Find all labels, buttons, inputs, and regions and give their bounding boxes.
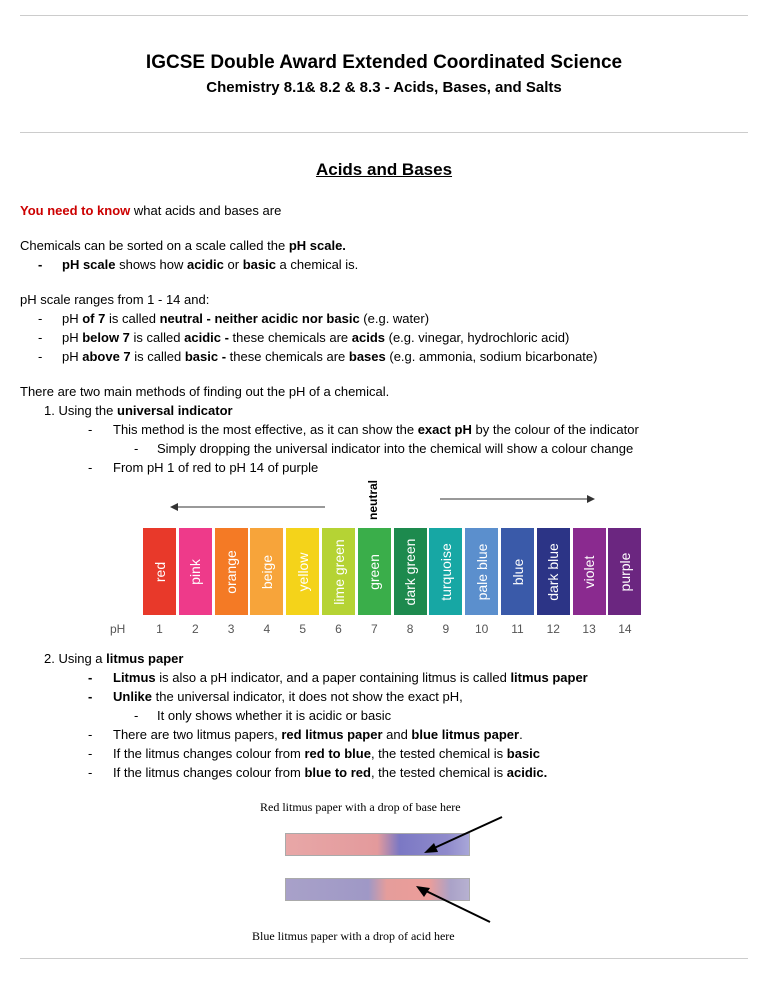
- ph-axis-label: pH: [110, 622, 126, 636]
- ph-number: 4: [263, 622, 271, 636]
- ph-number: 8: [406, 622, 414, 636]
- method-2-point-3: There are two litmus papers, red litmus paper and blue litmus paper.: [113, 727, 523, 742]
- ph-segment-10: [465, 528, 498, 615]
- ph-segment-label: lime green: [330, 538, 347, 605]
- page-title: IGCSE Double Award Extended Coordinated Science: [145, 52, 623, 73]
- ph-segment-4: [250, 528, 283, 615]
- ph-segment-11: [501, 528, 534, 615]
- ph-segment-label: red: [151, 561, 168, 582]
- ph-segment-label: dark blue: [545, 542, 562, 601]
- arrow-left-icon: [170, 500, 330, 514]
- ph-segment-label: purple: [616, 552, 633, 591]
- ph-number: 7: [370, 622, 378, 636]
- litmus-figure: [250, 797, 520, 945]
- method-1-point-2: From pH 1 of red to pH 14 of purple: [113, 460, 319, 475]
- paragraph-range: pH scale ranges from 1 - 14 and:: [20, 292, 210, 307]
- arrow-to-blue-strip-icon: [410, 884, 500, 929]
- page-subtitle: Chemistry 8.1& 8.2 & 8.3 - Acids, Bases, and Salts: [206, 79, 562, 96]
- method-2-point-2: Unlike the universal indicator, it does not show the exact pH,: [113, 689, 463, 704]
- ph-segment-label: yellow: [294, 552, 311, 591]
- ph-segment-7: [358, 528, 391, 615]
- ph-number: 14: [618, 622, 632, 636]
- ph-number: 3: [227, 622, 235, 636]
- method-2-point-5: If the litmus changes colour from blue to red, the tested chemical is acidic.: [113, 765, 548, 780]
- ph-number: 12: [546, 622, 560, 636]
- range-acidic: pH below 7 is called acidic - these chemicals are acids (e.g. vinegar, hydrochloric acid): [62, 330, 570, 345]
- method-1: 1. Using the universal indicator: [44, 403, 233, 418]
- ph-number: 5: [299, 622, 307, 636]
- section-heading: Acids and Bases: [315, 160, 453, 179]
- method-2-point-1: Litmus is also a pH indicator, and a paper containing litmus is called litmus paper: [113, 670, 588, 685]
- range-neutral: pH of 7 is called neutral - neither acidic nor basic (e.g. water): [62, 311, 430, 326]
- ph-number: 1: [156, 622, 163, 636]
- ph-segment-9: [429, 528, 462, 615]
- ph-segment-3: [215, 528, 248, 615]
- paragraph-methods: There are two main methods of finding out the pH of a chemical.: [20, 384, 390, 399]
- ph-segment-label: dark green: [402, 538, 419, 605]
- ph-segment-5: [286, 528, 319, 615]
- ph-number: 10: [475, 622, 489, 636]
- ph-segment-label: pink: [187, 558, 204, 585]
- method-2: 2. Using a litmus paper: [44, 651, 184, 666]
- method-1-subpoint: Simply dropping the universal indicator into the chemical will show a colour change: [157, 441, 634, 456]
- ph-segment-label: violet: [581, 555, 598, 588]
- ph-segment-label: turquoise: [437, 542, 454, 601]
- method-2-point-4: If the litmus changes colour from red to blue, the tested chemical is basic: [113, 746, 541, 761]
- ph-segment-6: [322, 528, 355, 615]
- ph-segment-label: beige: [258, 554, 275, 589]
- method-2-subpoint: It only shows whether it is acidic or basic: [157, 708, 392, 723]
- ph-segment-14: [608, 528, 641, 615]
- paragraph-ph-scale: Chemicals can be sorted on a scale called the pH scale.: [20, 238, 346, 253]
- ph-segment-label: blue: [509, 558, 526, 585]
- ph-segment-8: [394, 528, 427, 615]
- method-1-point-1: This method is the most effective, as it can show the exact pH by the colour of the indicator: [113, 422, 639, 437]
- ph-segment-1: [143, 528, 176, 615]
- arrow-to-red-strip-icon: [420, 813, 510, 858]
- range-basic: pH above 7 is called basic - these chemicals are bases (e.g. ammonia, sodium bicarbonate): [62, 349, 598, 364]
- ph-number: 2: [191, 622, 199, 636]
- header-rule: [20, 132, 748, 133]
- bullet-ph-scale: pH scale shows how acidic or basic a chemical is.: [62, 257, 359, 272]
- ph-segment-label: pale blue: [473, 543, 490, 600]
- litmus-top-caption: Red litmus paper with a drop of base here: [260, 800, 461, 814]
- arrow-right-icon: [435, 492, 595, 506]
- ph-segment-2: [179, 528, 212, 615]
- ph-segment-label: green: [366, 553, 383, 590]
- bottom-rule: [20, 958, 748, 959]
- ph-number: 6: [335, 622, 342, 636]
- need-to-know: You need to know what acids and bases are: [20, 203, 282, 218]
- bullet-dash: -: [38, 257, 43, 272]
- ph-segment-label: orange: [223, 549, 240, 594]
- ph-number: 11: [511, 622, 524, 636]
- ph-segment-13: [573, 528, 606, 615]
- ph-segment-12: [537, 528, 570, 615]
- neutral-label: neutral: [366, 479, 380, 520]
- litmus-bottom-caption: Blue litmus paper with a drop of acid here: [252, 929, 455, 943]
- ph-number: 9: [442, 622, 450, 636]
- top-rule: [20, 15, 748, 16]
- ph-number: 13: [582, 622, 596, 636]
